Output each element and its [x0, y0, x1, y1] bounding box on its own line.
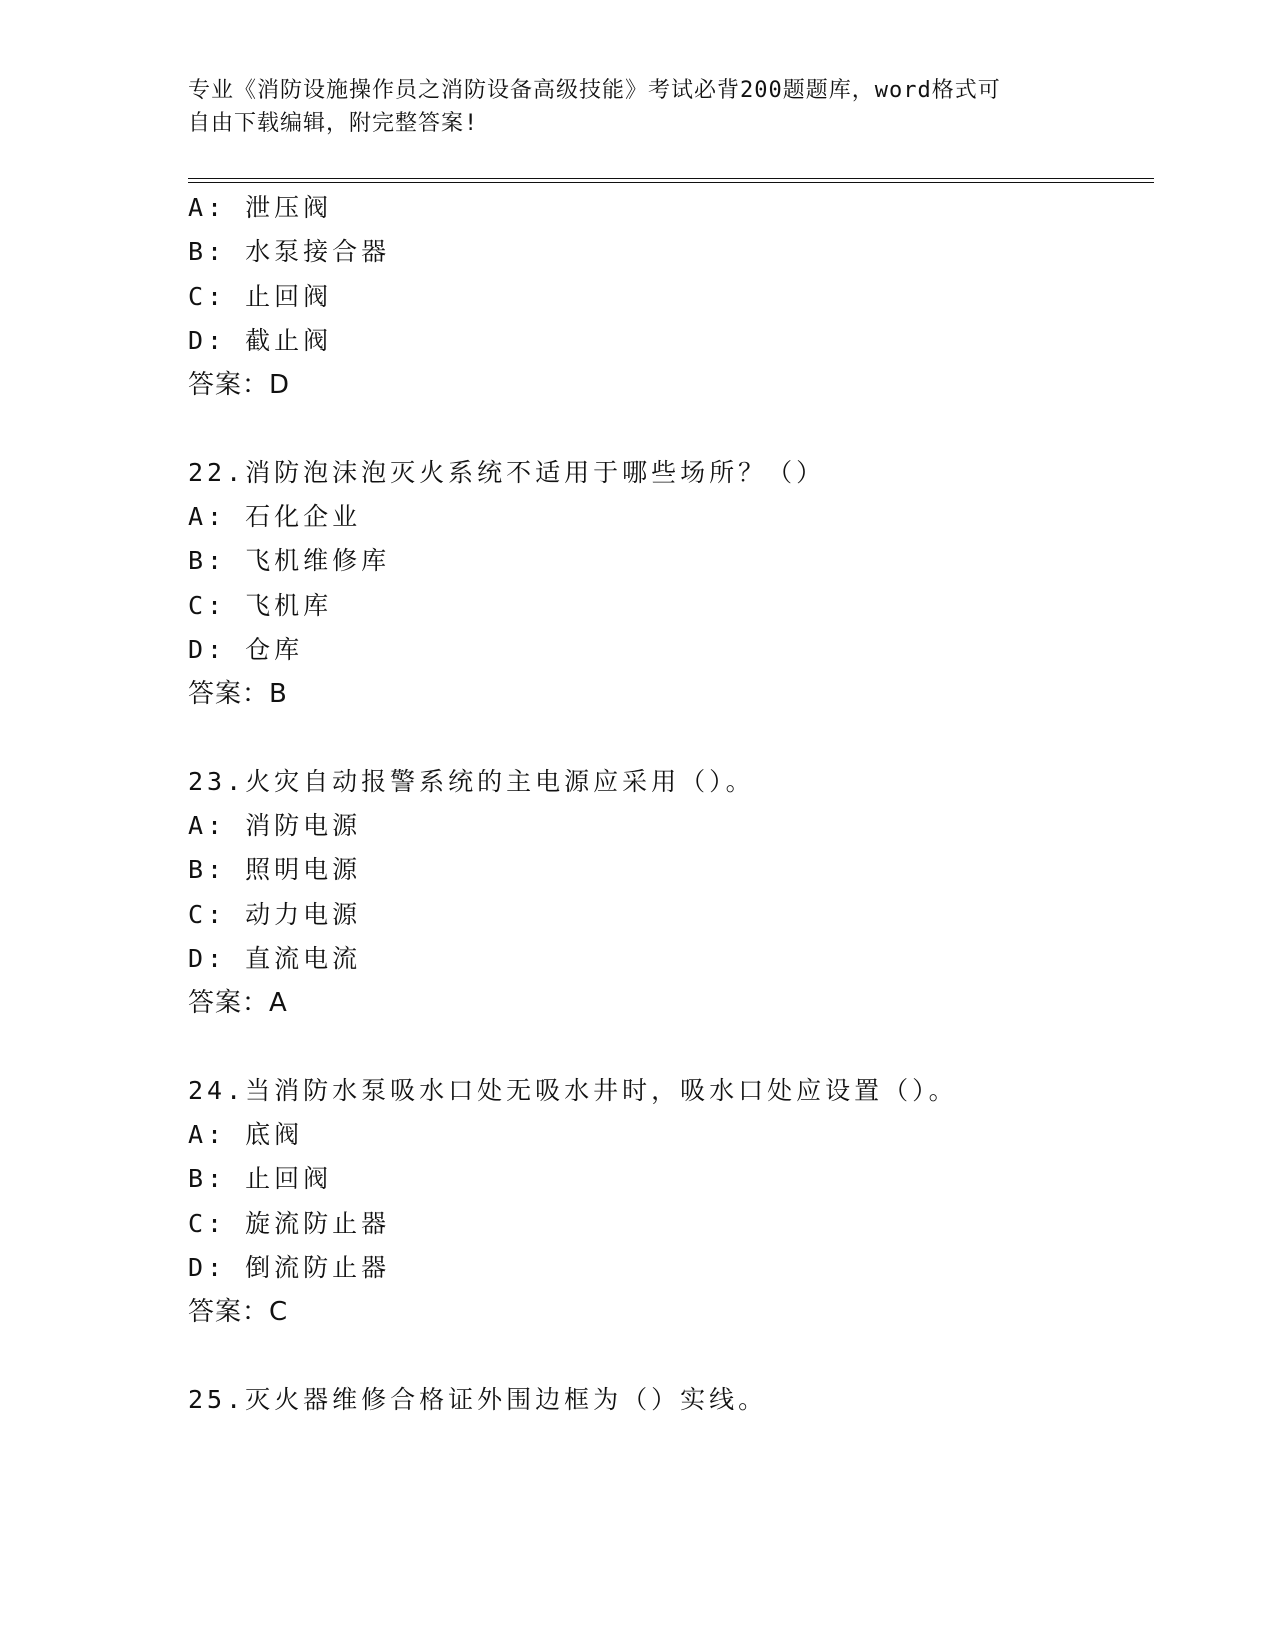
q22-option-a: A: 石化企业 [188, 502, 362, 531]
q24-option-b: B: 止回阀 [188, 1164, 333, 1193]
q23-option-a: A: 消防电源 [188, 811, 362, 840]
q23-option-b: B: 照明电源 [188, 855, 362, 884]
q23-option-d: D: 直流电流 [188, 944, 362, 973]
q21-answer: 答案：D [188, 370, 291, 400]
q24-option-a: A: 底阀 [188, 1120, 304, 1149]
q24-option-c: C: 旋流防止器 [188, 1209, 391, 1238]
q21-option-c: C: 止回阀 [188, 282, 333, 311]
q24-question: 24.当消防水泵吸水口处无吸水井时，吸水口处应设置（）。 [188, 1076, 958, 1105]
q23-answer: 答案：A [188, 988, 288, 1018]
q22-question: 22.消防泡沫泡灭火系统不适用于哪些场所？（） [188, 458, 826, 487]
header-line-2: 自由下载编辑，附完整答案! [188, 111, 479, 136]
q24-option-d: D: 倒流防止器 [188, 1253, 391, 1282]
header-divider-bottom [188, 182, 1154, 183]
q21-option-b: B: 水泵接合器 [188, 237, 391, 266]
q23-option-c: C: 动力电源 [188, 900, 362, 929]
q25-question: 25.灭火器维修合格证外围边框为（）实线。 [188, 1385, 768, 1414]
q23-question: 23.火灾自动报警系统的主电源应采用（）。 [188, 767, 755, 796]
header-line-1: 专业《消防设施操作员之消防设备高级技能》考试必背200题题库，word格式可 [188, 78, 1001, 103]
q22-answer: 答案：B [188, 679, 288, 709]
q24-answer: 答案：C [188, 1297, 289, 1327]
q21-option-a: A: 泄压阀 [188, 193, 333, 222]
q22-option-b: B: 飞机维修库 [188, 546, 391, 575]
header-divider-top [188, 178, 1154, 179]
q22-option-c: C: 飞机库 [188, 591, 333, 620]
document-header [188, 74, 1088, 140]
q22-option-d: D: 仓库 [188, 635, 304, 664]
q21-option-d: D: 截止阀 [188, 326, 333, 355]
